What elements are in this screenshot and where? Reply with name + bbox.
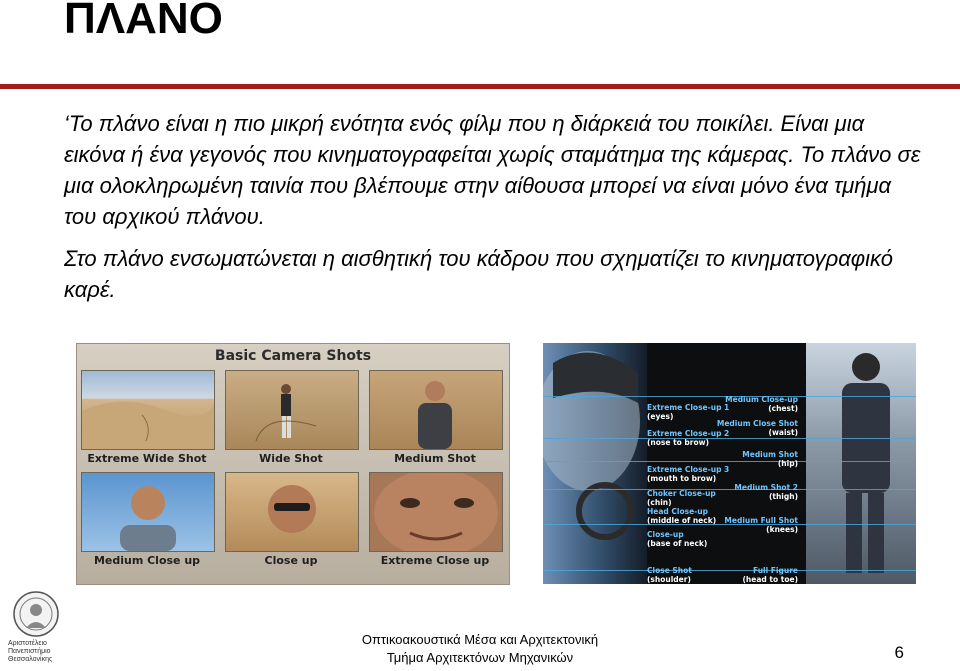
caption-extreme-close-up: Extreme Close up <box>380 554 490 567</box>
shot-image-medium <box>369 370 503 450</box>
basic-camera-shots-figure <box>76 343 510 585</box>
label-medium-shot-2: Medium Shot 2 (thigh) <box>734 483 798 501</box>
footer-course: Οπτικοακουστικά Μέσα και Αρχιτεκτονική <box>361 632 599 647</box>
body-text <box>64 108 924 316</box>
figure-title: Basic Camera Shots <box>214 348 372 364</box>
shot-image-medium-close-up <box>81 472 215 552</box>
label-medium-close-shot: Medium Close Shot (waist) <box>716 419 798 437</box>
university-logo-icon <box>12 590 60 638</box>
face-photo <box>543 343 647 584</box>
caption-medium-close-up: Medium Close up <box>93 554 201 567</box>
shot-image-extreme-close-up <box>369 472 503 552</box>
caption-close-up: Close up <box>264 554 318 567</box>
university-name: Αριστοτέλειο Πανεπιστήμιο Θεσσαλονίκης <box>8 640 53 663</box>
label-extreme-close-up-1: Extreme Close-up 1 (eyes) <box>647 403 730 421</box>
slide-title: ΠΛΑΝΟ <box>64 0 223 43</box>
shot-image-extreme-wide <box>81 370 215 450</box>
label-medium-close-up: Medium Close-up (chest) <box>725 395 798 413</box>
shot-image-wide <box>225 370 359 450</box>
label-choker-close-up: Choker Close-up (chin) <box>647 489 716 507</box>
paragraph-1: ‘Το πλάνο είναι η πιο μικρή ενότητα ενός φίλμ που η διάρκειά του ποικίλει. Είναι μια εικόνα ή ένα γεγονός που κινηματογραφείται χωρίς σταμάτημα της κάμερας. Το πλάνο σε μια ολοκληρωμένη ταινία που βλέπουμε στην αίθουσα μπορεί να είναι μόνο ένα τμήμα του αρχικού πλάνου. <box>64 111 921 229</box>
caption-extreme-wide: Extreme Wide Shot <box>87 452 207 465</box>
label-extreme-close-up-3: Extreme Close-up 3 (mouth to brow) <box>647 465 730 483</box>
label-medium-full-shot: Medium Full Shot (knees) <box>724 516 798 534</box>
label-medium-shot: Medium Shot (hip) <box>742 450 798 468</box>
shot-size-chart-figure <box>543 343 916 584</box>
figure-photo <box>806 343 916 584</box>
label-extreme-close-up-2: Extreme Close-up 2 (nose to brow) <box>647 429 730 447</box>
label-full-figure: Full Figure (head to toe) <box>742 566 798 584</box>
page-number: 6 <box>894 643 904 662</box>
label-head-close-up: Head Close-up (middle of neck) <box>647 507 717 525</box>
caption-wide: Wide Shot <box>259 452 323 465</box>
label-close-shot: Close Shot (shoulder) <box>647 566 692 584</box>
label-close-up: Close-up (base of neck) <box>647 530 708 548</box>
caption-medium: Medium Shot <box>394 452 476 465</box>
footer-department: Τμήμα Αρχιτεκτόνων Μηχανικών <box>386 650 574 665</box>
title-divider <box>0 84 960 89</box>
footer-text <box>330 631 630 667</box>
paragraph-2: Στο πλάνο ενσωματώνεται η αισθητική του κάδρου που σχηματίζει το κινηματογραφικό καρέ. <box>64 246 893 302</box>
shot-image-close-up <box>225 472 359 552</box>
